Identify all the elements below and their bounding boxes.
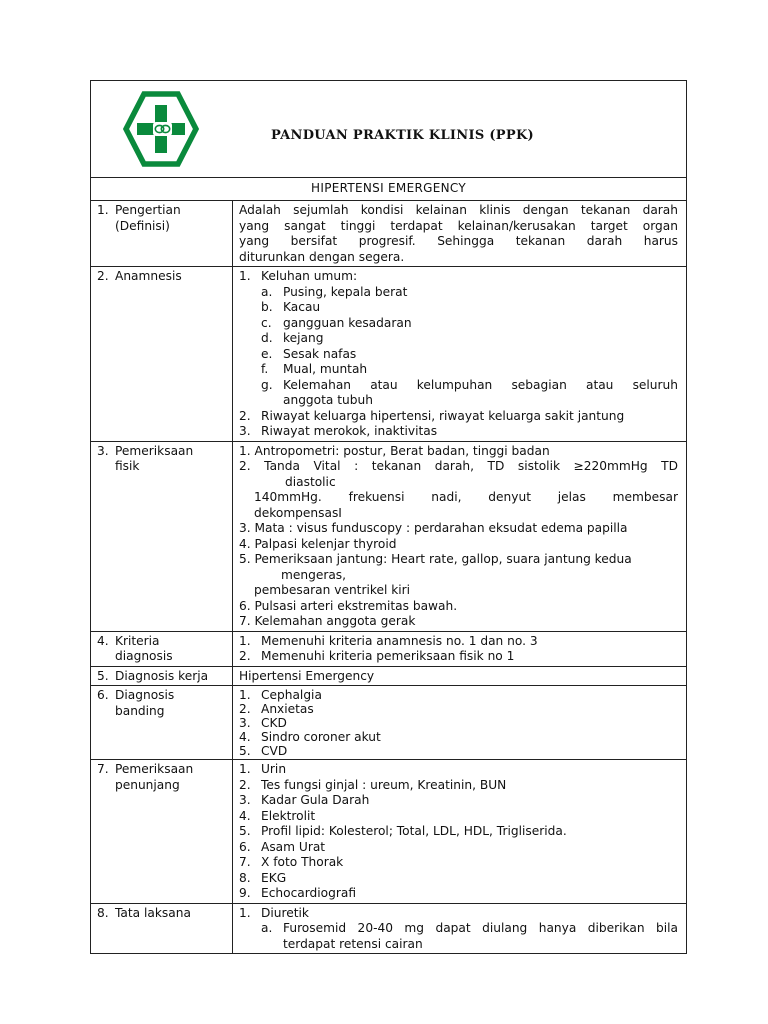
list-item: 4. Elektrolit: [239, 808, 316, 823]
exam-line: 140mmHg. frekuensi nadi, denyut jelas membesar: [254, 490, 678, 504]
list-item: 2. Memenuhi kriteria pemeriksaan fisik no 1: [239, 649, 515, 663]
definition-line: diturunkan dengan segera.: [239, 249, 405, 264]
table-row: [91, 201, 687, 267]
row-value: [233, 201, 687, 267]
row-number: 3.: [97, 443, 109, 458]
table-row: [91, 631, 687, 666]
label-text: Pemeriksaan: [115, 762, 194, 776]
exam-line: 5. Pemeriksaan jantung: Heart rate, gallop, suara jantung kedua: [239, 552, 632, 566]
list-item: b. Kacau: [261, 300, 321, 314]
row-label: [91, 666, 233, 686]
exam-line: dekompensasI: [254, 505, 342, 520]
table-row: [91, 686, 687, 760]
ppk-document: [90, 80, 686, 954]
list-item: c. gangguan kesadaran: [261, 315, 412, 330]
exam-line: pembesaran ventrikel kiri: [254, 583, 411, 597]
table-row: [91, 666, 687, 686]
list-item: 2. Tes fungsi ginjal : ureum, Kreatinin, BUN: [239, 777, 507, 792]
row-number: 5.: [97, 668, 109, 683]
label-text-cont: (Definisi): [115, 218, 170, 233]
table-row: [91, 903, 687, 954]
list-item: 6. Asam Urat: [239, 839, 326, 854]
row-number: 7.: [97, 762, 109, 776]
list-item: 1. Urin: [239, 762, 287, 776]
exam-line: 2. Tanda Vital : tekanan darah, TD sistolik ≥220mmHg TD: [239, 459, 678, 473]
ppk-table: [90, 80, 687, 954]
row-value: [233, 903, 687, 954]
label-text: Anamnesis: [115, 269, 182, 283]
table-row: [91, 441, 687, 631]
list-item: g. Kelemahan atau kelumpuhan sebagian atau seluruh anggota tubuh: [261, 377, 678, 407]
label-text-cont: fisik: [115, 459, 140, 473]
row-value: [233, 760, 687, 904]
list-item: f. Mual, muntah: [261, 362, 368, 376]
list-item: a. Pusing, kepala berat: [261, 284, 408, 299]
list-item: 3. CKD: [239, 716, 287, 730]
row-label: [91, 267, 233, 442]
label-text: Diagnosis kerja: [115, 668, 209, 683]
list-item: e. Sesak nafas: [261, 346, 357, 361]
row-value: [233, 686, 687, 760]
row-value: [233, 631, 687, 666]
row-label: [91, 686, 233, 760]
puskesmas-logo-icon: [123, 91, 199, 167]
exam-line: 3. Mata : visus funduscopy : perdarahan eksudat edema papilla: [239, 521, 628, 535]
exam-line: 1. Antropometri: postur, Berat badan, tinggi badan: [239, 443, 550, 458]
list-item: 2. Riwayat keluarga hipertensi, riwayat keluarga sakit jantung: [239, 408, 625, 423]
exam-line: 4. Palpasi kelenjar thyroid: [239, 536, 397, 551]
list-item: d. kejang: [261, 331, 324, 345]
exam-line: diastolic: [285, 474, 336, 489]
list-item: 3. Riwayat merokok, inaktivitas: [239, 424, 438, 438]
list-item: 9. Echocardiografi: [239, 886, 357, 900]
list-item: 1. Keluhan umum:: [239, 269, 358, 283]
list-item: 8. EKG: [239, 870, 287, 885]
list-item: 2. Anxietas: [239, 702, 314, 716]
row-number: 8.: [97, 905, 109, 920]
row-value: [233, 441, 687, 631]
label-text: Kriteria: [115, 633, 160, 648]
label-text: Pengertian: [115, 203, 181, 217]
row-label: [91, 760, 233, 904]
list-item: 1. Memenuhi kriteria anamnesis no. 1 dan no. 3: [239, 633, 538, 648]
list-item: 1. Diuretik: [239, 905, 309, 920]
table-row: [91, 760, 687, 904]
definition-line: yang sangat tinggi terdapat kelainan/kerusakan target organ: [239, 218, 678, 233]
row-number: 2.: [97, 269, 109, 283]
list-item: 7. X foto Thorak: [239, 855, 344, 869]
row-value: [233, 267, 687, 442]
definition-line: yang bersifat progresif. Sehingga tekanan darah harus: [239, 234, 678, 248]
exam-line: 7. Kelemahan anggota gerak: [239, 614, 416, 628]
list-item: 1. Cephalgia: [239, 688, 322, 702]
label-text: Diagnosis: [115, 688, 175, 702]
label-text-cont: penunjang: [115, 777, 180, 792]
label-text: Pemeriksaan: [115, 443, 194, 458]
exam-line: mengeras,: [281, 567, 347, 582]
row-number: 1.: [97, 203, 109, 217]
list-item: 5. CVD: [239, 744, 288, 758]
row-label: [91, 201, 233, 267]
list-item: 4. Sindro coroner akut: [239, 730, 381, 744]
list-item: a. Furosemid 20-40 mg dapat diulang hanya diberikan bila terdapat retensi cairan: [261, 921, 678, 951]
header-cell: [91, 81, 687, 178]
row-number: 6.: [97, 688, 109, 702]
row-value: Hipertensi Emergency: [233, 666, 687, 686]
label-text-cont: banding: [115, 703, 165, 718]
document-subtitle: HIPERTENSI EMERGENCY: [91, 178, 687, 201]
table-row: [91, 267, 687, 442]
label-text: Tata laksana: [115, 905, 191, 920]
row-label: [91, 441, 233, 631]
definition-line: Adalah sejumlah kondisi kelainan klinis dengan tekanan darah: [239, 203, 678, 217]
list-item: 3. Kadar Gula Darah: [239, 793, 370, 807]
page-title: PANDUAN PRAKTIK KLINIS (PPK): [271, 128, 534, 143]
list-item: 5. Profil lipid: Kolesterol; Total, LDL, HDL, Trigliserida.: [239, 824, 567, 838]
row-number: 4.: [97, 633, 109, 648]
row-label: [91, 631, 233, 666]
exam-line: 6. Pulsasi arteri ekstremitas bawah.: [239, 598, 458, 613]
label-text-cont: diagnosis: [115, 649, 173, 663]
row-label: [91, 903, 233, 954]
